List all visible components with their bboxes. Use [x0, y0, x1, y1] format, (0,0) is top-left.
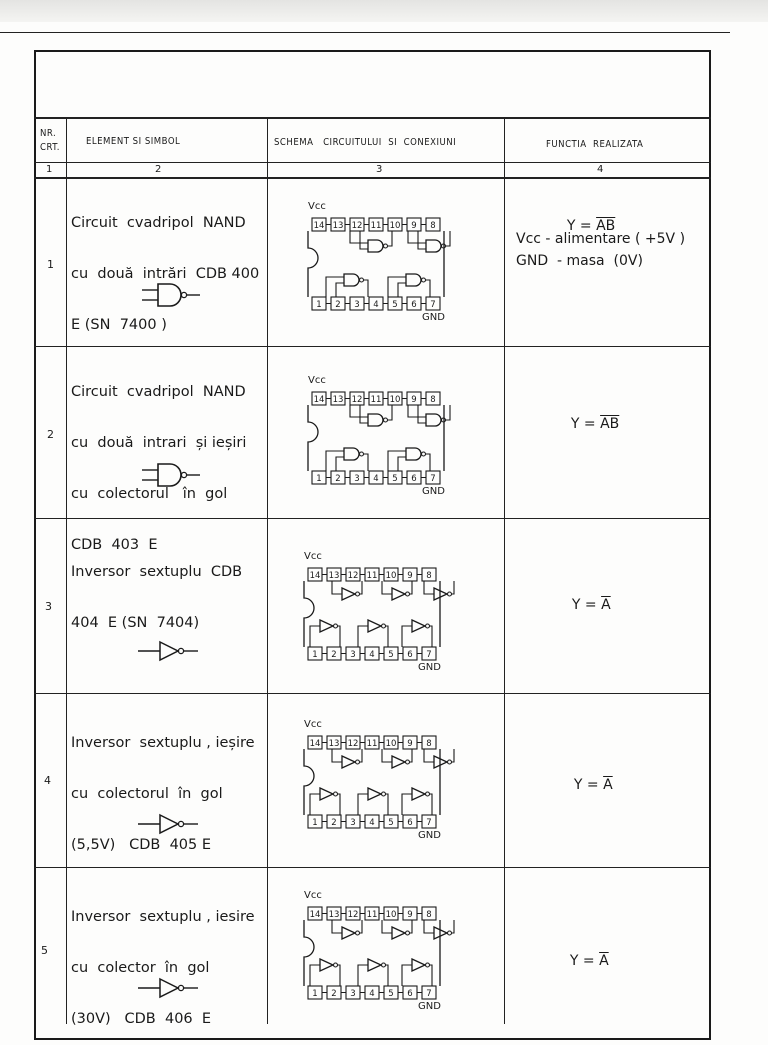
wire	[388, 451, 406, 471]
wire	[418, 405, 426, 423]
nand-gate	[426, 240, 441, 252]
pin-number: 11	[366, 571, 378, 581]
wire	[398, 457, 406, 471]
inverter-symbol	[138, 639, 200, 663]
formula-negated-term: $\overline{A}$	[599, 953, 609, 969]
element-description	[71, 701, 255, 871]
pin-number: 9	[407, 571, 413, 581]
pin-number: 4	[373, 474, 379, 484]
wire	[388, 405, 392, 420]
wire	[364, 280, 368, 297]
row3-bottom-rule	[34, 693, 711, 694]
wire	[310, 794, 320, 815]
row-number: 1	[47, 258, 54, 271]
row-number: 2	[47, 428, 54, 441]
inverter-gate	[368, 788, 381, 800]
inverter-gate	[320, 959, 333, 971]
gnd-label: GND	[422, 486, 445, 497]
header-bottom-rule	[34, 162, 711, 163]
wire	[338, 794, 340, 815]
inverter-gate	[342, 927, 355, 939]
pin-number: 14	[309, 910, 321, 920]
function-formula	[565, 761, 613, 793]
header-schema: SCHEMA CIRCUITULUI SI CONEXIUNI	[274, 137, 457, 148]
pin-number: 9	[411, 395, 417, 405]
wire	[446, 231, 450, 246]
wire	[358, 626, 368, 647]
row-number: 5	[41, 944, 48, 957]
wire	[452, 581, 454, 594]
pin-number: 6	[407, 818, 413, 828]
wire	[410, 920, 412, 933]
pin-number: 3	[354, 300, 360, 310]
pin-number: 11	[366, 739, 378, 749]
ground-note: GND - masa (0V)	[516, 253, 643, 269]
wire	[402, 794, 412, 815]
wire	[402, 626, 412, 647]
nand-gate-symbol	[140, 462, 206, 488]
wire	[452, 749, 454, 762]
col-divider-2	[267, 118, 268, 1024]
wire	[452, 920, 454, 933]
inverter-gate	[412, 788, 425, 800]
page-top-rule	[0, 32, 730, 33]
element-description	[71, 875, 255, 1045]
pin-number: 4	[369, 989, 375, 999]
pin-number: 1	[312, 818, 318, 828]
pin-number: 13	[328, 910, 340, 920]
wire	[336, 283, 344, 297]
row-number: 3	[45, 600, 52, 613]
description-line: Circuit cvadripol NAND	[71, 384, 246, 400]
pin-number: 3	[354, 474, 360, 484]
wire	[336, 457, 344, 471]
wire	[338, 626, 340, 647]
wire	[338, 965, 340, 986]
inverter-gate	[412, 959, 425, 971]
pin-number: 7	[430, 474, 436, 484]
pin-number: 1	[312, 650, 318, 660]
colnum-bottom-rule	[34, 177, 711, 179]
column-number-1: 1	[46, 164, 53, 175]
pin-number: 7	[426, 818, 432, 828]
wire	[430, 794, 432, 815]
pin-number: 10	[385, 910, 397, 920]
function-formula	[558, 202, 615, 234]
formula-negated-term: $\overline{A}$	[603, 777, 613, 793]
wire	[410, 581, 412, 594]
pin-number: 5	[388, 989, 394, 999]
pin-number: 12	[351, 221, 363, 231]
pin-number: 10	[389, 221, 401, 231]
pin-number: 7	[430, 300, 436, 310]
wire	[350, 405, 368, 417]
gnd-label: GND	[418, 662, 441, 673]
pin-number: 7	[426, 989, 432, 999]
pin-number: 3	[350, 818, 356, 828]
nand-gate	[344, 448, 359, 460]
pin-number: 8	[426, 571, 432, 581]
wire	[402, 965, 412, 986]
pin-number: 5	[392, 474, 398, 484]
pin-number: 10	[385, 571, 397, 581]
wire	[350, 231, 368, 243]
chip-body-outline	[308, 231, 444, 297]
pin-number: 2	[331, 989, 337, 999]
row-number: 4	[44, 774, 51, 787]
pin-number: 2	[331, 818, 337, 828]
wire	[326, 451, 344, 471]
wire	[386, 626, 388, 647]
pin-number: 13	[332, 395, 344, 405]
nand-chip-pinout-diagram	[298, 198, 474, 328]
wire	[382, 920, 392, 933]
description-line: cu două intrări CDB 400	[71, 266, 260, 282]
pin-number: 6	[411, 300, 417, 310]
formula-prefix: Y =	[573, 777, 604, 793]
pin-number: 2	[335, 300, 341, 310]
nand-chip-pinout-diagram	[298, 372, 474, 502]
vcc-label: Vcc	[308, 201, 326, 212]
pin-number: 1	[316, 300, 322, 310]
pin-number: 8	[430, 221, 436, 231]
wire	[360, 749, 362, 762]
description-line: cu două intrari și ieșiri	[71, 435, 247, 451]
title-box-bottom-rule	[34, 117, 711, 119]
pin-number: 11	[370, 221, 382, 231]
output-bubble	[422, 452, 426, 456]
element-description	[71, 530, 242, 649]
pin-number: 7	[426, 650, 432, 660]
pin-number: 10	[389, 395, 401, 405]
wire	[364, 454, 368, 471]
pin-number: 13	[328, 739, 340, 749]
inverter-symbol	[138, 976, 200, 1000]
wire	[408, 231, 426, 243]
wire	[426, 280, 430, 297]
pin-number: 4	[369, 650, 375, 660]
description-line: 404 E (SN 7404)	[71, 615, 200, 631]
inverter-gate	[392, 927, 405, 939]
formula-negated-term: $\overline{AB}$	[600, 416, 620, 432]
wire	[430, 626, 432, 647]
pin-number: 5	[388, 818, 394, 828]
nand-gate	[406, 274, 421, 286]
pin-number: 8	[426, 739, 432, 749]
formula-prefix: Y =	[570, 416, 601, 432]
inverter-chip-pinout-diagram	[294, 887, 470, 1017]
formula-prefix: Y =	[571, 597, 602, 613]
pin-number: 2	[331, 650, 337, 660]
wire	[388, 277, 406, 297]
wire	[430, 965, 432, 986]
nand-gate-symbol	[140, 282, 206, 308]
nand-gate	[344, 274, 359, 286]
wire	[332, 920, 342, 933]
pin-number: 4	[369, 818, 375, 828]
inverter-gate	[342, 588, 355, 600]
gnd-label: GND	[418, 830, 441, 841]
header-nr: NR.	[40, 128, 57, 139]
output-bubble	[360, 278, 364, 282]
formula-negated-term: $\overline{AB}$	[596, 218, 616, 234]
wire	[386, 794, 388, 815]
wire	[426, 454, 430, 471]
pin-number: 6	[407, 989, 413, 999]
scan-top-band	[0, 0, 768, 22]
description-line: (5,5V) CDB 405 E	[71, 837, 212, 853]
inverter-gate	[392, 756, 405, 768]
header-functia: FUNCTIA REALIZATA	[546, 139, 644, 150]
description-line: Inversor sextuplu , iesire	[71, 909, 255, 925]
pin-number: 14	[309, 739, 321, 749]
wire	[418, 231, 426, 249]
inverter-gate	[320, 788, 333, 800]
pin-number: 14	[313, 221, 325, 231]
wire	[360, 231, 368, 249]
column-number-4: 4	[597, 164, 604, 175]
pin-number: 11	[366, 910, 378, 920]
inverter-gate	[320, 620, 333, 632]
description-line: cu colector în gol	[71, 960, 210, 976]
inverter-gate	[368, 620, 381, 632]
description-line: cu colectorul în gol	[71, 786, 223, 802]
description-line: Inversor sextuplu , ieșire	[71, 735, 255, 751]
gnd-label: GND	[422, 312, 445, 323]
nand-gate	[426, 414, 441, 426]
wire	[424, 920, 434, 933]
inverter-symbol	[138, 812, 200, 836]
pin-number: 10	[385, 739, 397, 749]
chip-body-outline	[304, 581, 440, 647]
pin-number: 1	[316, 474, 322, 484]
pin-number: 14	[313, 395, 325, 405]
pin-number: 12	[347, 571, 359, 581]
pin-number: 14	[309, 571, 321, 581]
description-line: Circuit cvadripol NAND	[71, 215, 246, 231]
col-divider-3	[504, 118, 505, 1024]
wire	[310, 965, 320, 986]
nand-gate	[406, 448, 421, 460]
pin-number: 13	[328, 571, 340, 581]
inverter-gate	[368, 959, 381, 971]
wire	[410, 749, 412, 762]
pin-number: 11	[370, 395, 382, 405]
wire	[360, 920, 362, 933]
inverter-gate	[392, 588, 405, 600]
pin-number: 12	[351, 395, 363, 405]
wire	[360, 581, 362, 594]
pin-number: 8	[430, 395, 436, 405]
nand-gate	[368, 240, 383, 252]
gnd-label: GND	[418, 1001, 441, 1012]
pin-number: 6	[411, 474, 417, 484]
function-formula	[563, 581, 611, 613]
inverter-chip-pinout-diagram	[294, 716, 470, 846]
pin-number: 5	[388, 650, 394, 660]
column-number-3: 3	[376, 164, 383, 175]
chip-body-outline	[304, 749, 440, 815]
supply-note: Vcc - alimentare ( +5V )	[516, 231, 686, 247]
wire	[358, 965, 368, 986]
wire	[382, 581, 392, 594]
output-bubble	[360, 452, 364, 456]
vcc-label: Vcc	[304, 890, 322, 901]
formula-prefix: Y =	[566, 218, 597, 234]
description-line: E (SN 7400 )	[71, 317, 167, 333]
description-line: cu colectorul în gol	[71, 486, 228, 502]
pin-number: 6	[407, 650, 413, 660]
pin-number: 3	[350, 650, 356, 660]
pin-number: 3	[350, 989, 356, 999]
pin-number: 12	[347, 739, 359, 749]
formula-negated-term: $\overline{A}$	[601, 597, 611, 613]
col-divider-1	[66, 118, 67, 1024]
vcc-label: Vcc	[304, 551, 322, 562]
header-crt: CRT.	[40, 142, 61, 153]
vcc-label: Vcc	[308, 375, 326, 386]
pin-number: 9	[407, 739, 413, 749]
element-description	[71, 181, 259, 351]
pin-number: 4	[373, 300, 379, 310]
formula-prefix: Y =	[569, 953, 600, 969]
pin-number: 2	[335, 474, 341, 484]
function-formula	[561, 937, 609, 969]
output-bubble	[422, 278, 426, 282]
pin-number: 12	[347, 910, 359, 920]
inverter-gate	[342, 756, 355, 768]
pin-number: 9	[407, 910, 413, 920]
function-formula	[562, 400, 619, 432]
wire	[386, 965, 388, 986]
nand-gate	[368, 414, 383, 426]
description-line: (30V) CDB 406 E	[71, 1011, 212, 1027]
inverter-gate	[412, 620, 425, 632]
output-bubble	[384, 244, 388, 248]
column-number-2: 2	[155, 164, 162, 175]
wire	[408, 405, 426, 417]
wire	[332, 749, 342, 762]
wire	[310, 626, 320, 647]
description-line: CDB 403 E	[71, 537, 158, 553]
pin-number: 13	[332, 221, 344, 231]
pin-number: 9	[411, 221, 417, 231]
wire	[446, 405, 450, 420]
pin-number: 8	[426, 910, 432, 920]
pin-number: 1	[312, 989, 318, 999]
header-element: ELEMENT SI SIMBOL	[86, 136, 181, 147]
vcc-label: Vcc	[304, 719, 322, 730]
pin-number: 5	[392, 300, 398, 310]
chip-body-outline	[304, 920, 440, 986]
output-bubble	[384, 418, 388, 422]
inverter-chip-pinout-diagram	[294, 548, 470, 678]
wire	[382, 749, 392, 762]
wire	[358, 794, 368, 815]
wire	[424, 749, 434, 762]
wire	[332, 581, 342, 594]
chip-body-outline	[308, 405, 444, 471]
description-line: Inversor sextuplu CDB	[71, 564, 243, 580]
wire	[388, 231, 392, 246]
wire	[360, 405, 368, 423]
wire	[398, 283, 406, 297]
wire	[326, 277, 344, 297]
wire	[424, 581, 434, 594]
